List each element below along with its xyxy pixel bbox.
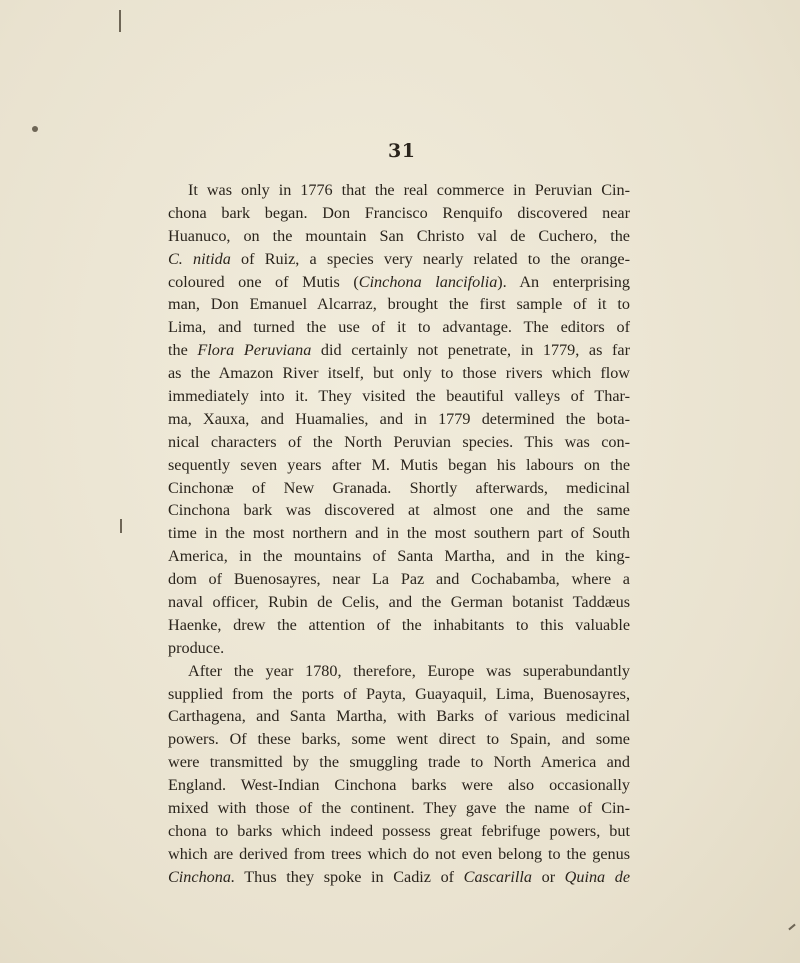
text-line: England. West-Indian Cinchona barks were also occasionally xyxy=(168,776,630,795)
text-line: coloured one of Mutis (Cinchona lancifolia). An enterprising xyxy=(168,272,630,291)
text-line: chona bark began. Don Francisco Renquifo discovered near xyxy=(168,203,630,222)
text-line: man, Don Emanuel Alcarraz, brought the first sample of it to xyxy=(168,295,630,314)
text-line: the Flora Peruviana did certainly not penetrate, in 1779, as far xyxy=(168,341,630,360)
text-line: Haenke, drew the attention of the inhabitants to this valuable xyxy=(168,615,630,634)
text-line: Cinchona bark was discovered at almost one and the same xyxy=(168,501,630,520)
text-line: Cinchona. Thus they spoke in Cadiz of Cascarilla or Quina de xyxy=(168,867,631,886)
text-line: America, in the mountains of Santa Martha, and in the king- xyxy=(168,547,630,566)
text-line: mixed with those of the continent. They gave the name of Cin- xyxy=(168,799,630,818)
text-line: immediately into it. They visited the beautiful valleys of Thar- xyxy=(168,387,630,406)
text-line: nical characters of the North Peruvian species. This was con- xyxy=(168,432,630,451)
text-line: It was only in 1776 that the real commerce in Peruvian Cin- xyxy=(188,181,630,199)
text-line: dom of Buenosayres, near La Paz and Cochabamba, where a xyxy=(168,570,630,589)
text-line: Carthagena, and Santa Martha, with Barks of various medicinal xyxy=(168,707,630,726)
text-line: powers. Of these barks, some went direct to Spain, and some xyxy=(168,730,630,749)
page-number: 31 xyxy=(388,140,416,162)
text-line: as the Amazon River itself, but only to those rivers which flow xyxy=(168,364,630,383)
text-line: time in the most northern and in the most southern part of South xyxy=(168,524,630,543)
text-line: naval officer, Rubin de Celis, and the German botanist Taddæus xyxy=(168,593,630,612)
paper-speck xyxy=(32,126,38,132)
text-line: which are derived from trees which do not even belong to the genus xyxy=(168,844,630,863)
text-line: After the year 1780, therefore, Europe was superabundantly xyxy=(188,661,630,680)
text-line: produce. xyxy=(168,638,225,657)
paper-speck xyxy=(120,519,122,533)
text-line: chona to barks which indeed possess great febrifuge powers, but xyxy=(168,821,630,840)
paper-speck xyxy=(119,10,121,32)
text-line: supplied from the ports of Payta, Guayaquil, Lima, Buenosayres, xyxy=(168,684,630,703)
text-line: sequently seven years after M. Mutis began his labours on the xyxy=(168,455,630,474)
text-line: Cinchonæ of New Granada. Shortly afterwards, medicinal xyxy=(168,478,630,497)
text-line: ma, Xauxa, and Huamalies, and in 1779 determined the bota- xyxy=(168,409,630,428)
text-line: Huanuco, on the mountain San Christo val de Cuchero, the xyxy=(168,226,630,245)
paper-speck xyxy=(788,924,795,931)
text-line: were transmitted by the smuggling trade to North America and xyxy=(168,753,630,772)
body-text xyxy=(168,179,630,889)
text-line: Lima, and turned the use of it to advantage. The editors of xyxy=(168,318,630,337)
text-line: C. nitida of Ruiz, a species very nearly related to the orange- xyxy=(168,249,630,268)
